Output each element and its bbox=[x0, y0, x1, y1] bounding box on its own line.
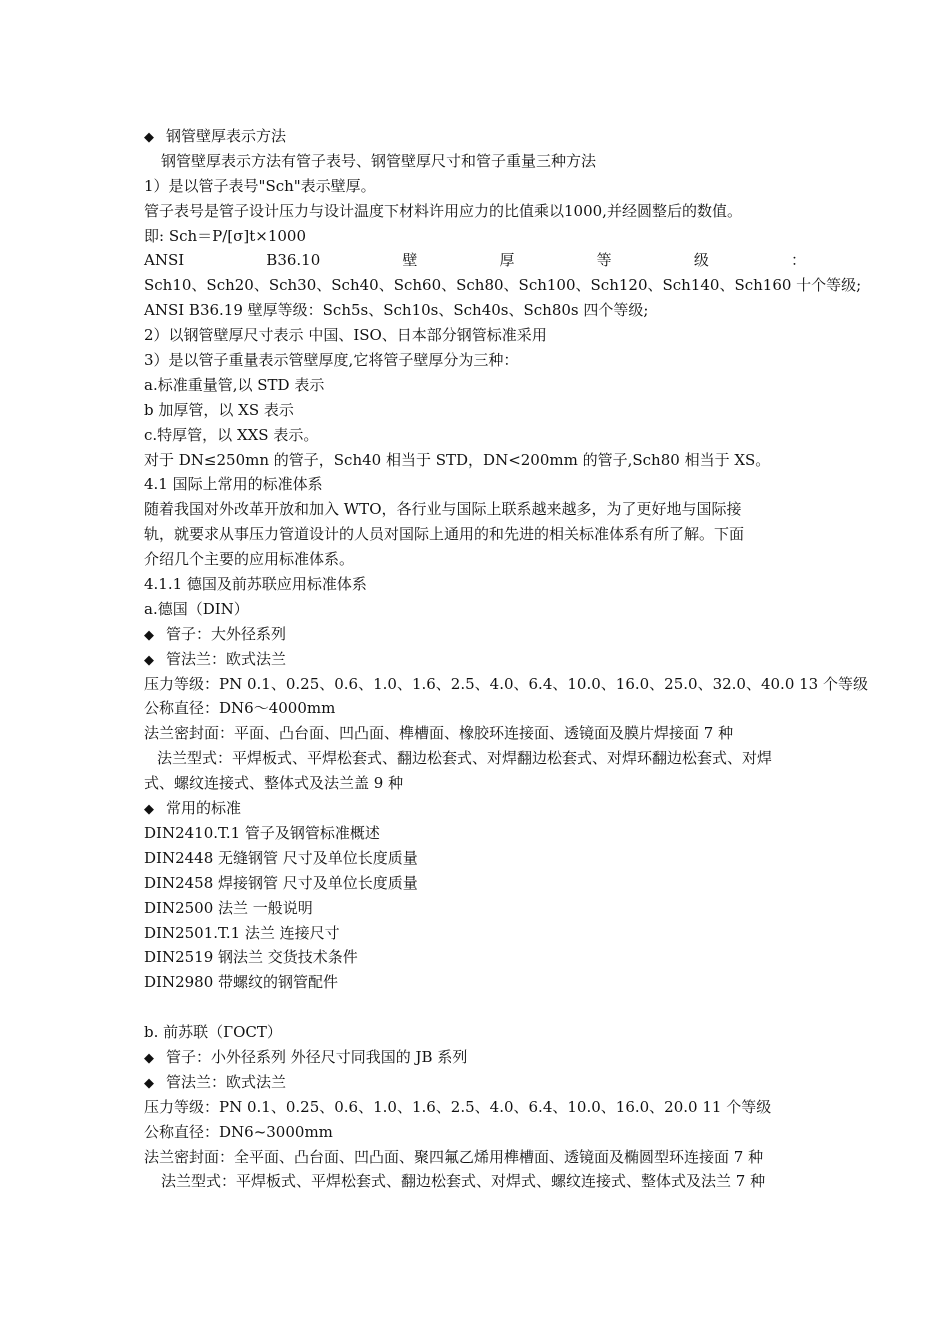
weight-class-c: c.特厚管，以 XXS 表示。 bbox=[144, 425, 319, 444]
diamond-bullet-icon: ◆ bbox=[144, 130, 154, 145]
diamond-bullet-icon: ◆ bbox=[144, 652, 154, 668]
gost-label: b. 前苏联（ГОСТ） bbox=[144, 1023, 282, 1042]
din-standard-item: DIN2410.T.1 管子及钢管标准概述 bbox=[144, 823, 380, 842]
blank-line bbox=[144, 995, 806, 1020]
din-flange: ◆ 管法兰：欧式法兰 bbox=[144, 647, 806, 672]
paragraph-line: 介绍几个主要的应用标准体系。 bbox=[144, 550, 355, 569]
din-pressure-rating: 压力等级：PN 0.1、0.25、0.6、1.0、1.6、2.5、4.0、6.4、10.0、16.0、25.0、32.0、40.0 13 个等级 bbox=[144, 674, 868, 693]
din-pipe: ◆ 管子：大外径系列 bbox=[144, 622, 806, 647]
diamond-bullet-icon: ◆ bbox=[144, 1050, 154, 1066]
din-standard-item: DIN2458 焊接钢管 尺寸及单位长度质量 bbox=[144, 873, 418, 892]
gost-nominal-diameter: 公称直径：DN6~3000mm bbox=[144, 1122, 333, 1141]
gost-flange: ◆ 管法兰：欧式法兰 bbox=[144, 1070, 806, 1095]
section-heading-wall-thickness: ◆ 钢管壁厚表示方法 bbox=[144, 124, 806, 149]
din-standard-item: DIN2500 法兰 一般说明 bbox=[144, 898, 313, 917]
method-2: 2）以钢管壁厚尺寸表示 中国、ISO、日本部分钢管标准采用 bbox=[144, 326, 547, 345]
din-standard-item: DIN2448 无缝钢管 尺寸及单位长度质量 bbox=[144, 848, 418, 867]
diamond-bullet-icon: ◆ bbox=[144, 802, 154, 818]
gost-pipe: ◆ 管子：小外径系列 外径尺寸同我国的 JB 系列 bbox=[144, 1045, 806, 1070]
din-standard-item: DIN2980 带螺纹的钢管配件 bbox=[144, 973, 339, 992]
din-nominal-diameter: 公称直径：DN6～4000mm bbox=[144, 699, 336, 718]
gost-pressure-rating: 压力等级：PN 0.1、0.25、0.6、1.0、1.6、2.5、4.0、6.4、10.0、16.0、20.0 11 个等级 bbox=[144, 1097, 772, 1116]
din-standards-heading: ◆ 常用的标准 bbox=[144, 796, 806, 821]
din-flange-type: 法兰型式：平焊板式、平焊松套式、翻边松套式、对焊翻边松套式、对焊环翻边松套式、对焊 bbox=[157, 749, 773, 768]
document-body bbox=[144, 124, 868, 1194]
method-1: 1）是以管子表号"Sch"表示壁厚。 bbox=[144, 176, 376, 195]
paragraph-line: 随着我国对外改革开放和加入 WTO，各行业与国际上联系越来越多，为了更好地与国际接 bbox=[144, 500, 742, 519]
diamond-bullet-icon: ◆ bbox=[144, 627, 154, 643]
section-title-4-1: 4.1 国际上常用的标准体系 bbox=[144, 475, 323, 494]
ansi-b3610-line: ANSI B36.10 壁 厚 等 级 ： bbox=[144, 251, 806, 270]
paragraph-intro: 钢管壁厚表示方法有管子表号、钢管壁厚尺寸和管子重量三种方法 bbox=[161, 151, 597, 170]
din-label: a.德国（DIN） bbox=[144, 599, 249, 618]
diamond-bullet-icon: ◆ bbox=[144, 1075, 154, 1091]
section-title-4-1-1: 4.1.1 德国及前苏联应用标准体系 bbox=[144, 575, 367, 594]
formula: 即: Sch＝P/[σ]t×1000 bbox=[144, 226, 307, 245]
ansi-grade-list: Sch10、Sch20、Sch30、Sch40、Sch60、Sch80、Sch100、Sch120、Sch140、Sch160 十个等级; bbox=[144, 276, 862, 295]
din-sealing-face: 法兰密封面：平面、凸台面、凹凸面、榫槽面、橡胶环连接面、透镜面及膜片焊接面 7 种 bbox=[144, 724, 734, 743]
gost-flange-type: 法兰型式：平焊板式、平焊松套式、翻边松套式、对焊式、螺纹连接式、整体式及法兰 7 种 bbox=[161, 1172, 766, 1191]
method-1-definition: 管子表号是管子设计压力与设计温度下材料许用应力的比值乘以1000,并经圆整后的数值。 bbox=[144, 201, 742, 220]
din-flange-type-cont: 式、螺纹连接式、整体式及法兰盖 9 种 bbox=[144, 774, 404, 793]
equivalence-note: 对于 DN≤250mn 的管子，Sch40 相当于 STD，DN<200mm 的管子,Sch80 相当于 XS。 bbox=[144, 450, 771, 469]
weight-class-a: a.标准重量管,以 STD 表示 bbox=[144, 375, 325, 394]
din-standard-item: DIN2519 钢法兰 交货技术条件 bbox=[144, 948, 358, 967]
din-standard-item: DIN2501.T.1 法兰 连接尺寸 bbox=[144, 923, 340, 942]
gost-sealing-face: 法兰密封面：全平面、凸台面、凹凸面、聚四氟乙烯用榫槽面、透镜面及椭圆型环连接面 7 种 bbox=[144, 1147, 764, 1166]
ansi-b3619-grades: ANSI B36.19 壁厚等级：Sch5s、Sch10s、Sch40s、Sch80s 四个等级; bbox=[144, 301, 649, 320]
paragraph-line: 轨，就要求从事压力管道设计的人员对国际上通用的和先进的相关标准体系有所了解。下面 bbox=[144, 525, 745, 544]
method-3: 3）是以管子重量表示管壁厚度,它将管子壁厚分为三种： bbox=[144, 351, 519, 370]
weight-class-b: b 加厚管，以 XS 表示 bbox=[144, 400, 294, 419]
